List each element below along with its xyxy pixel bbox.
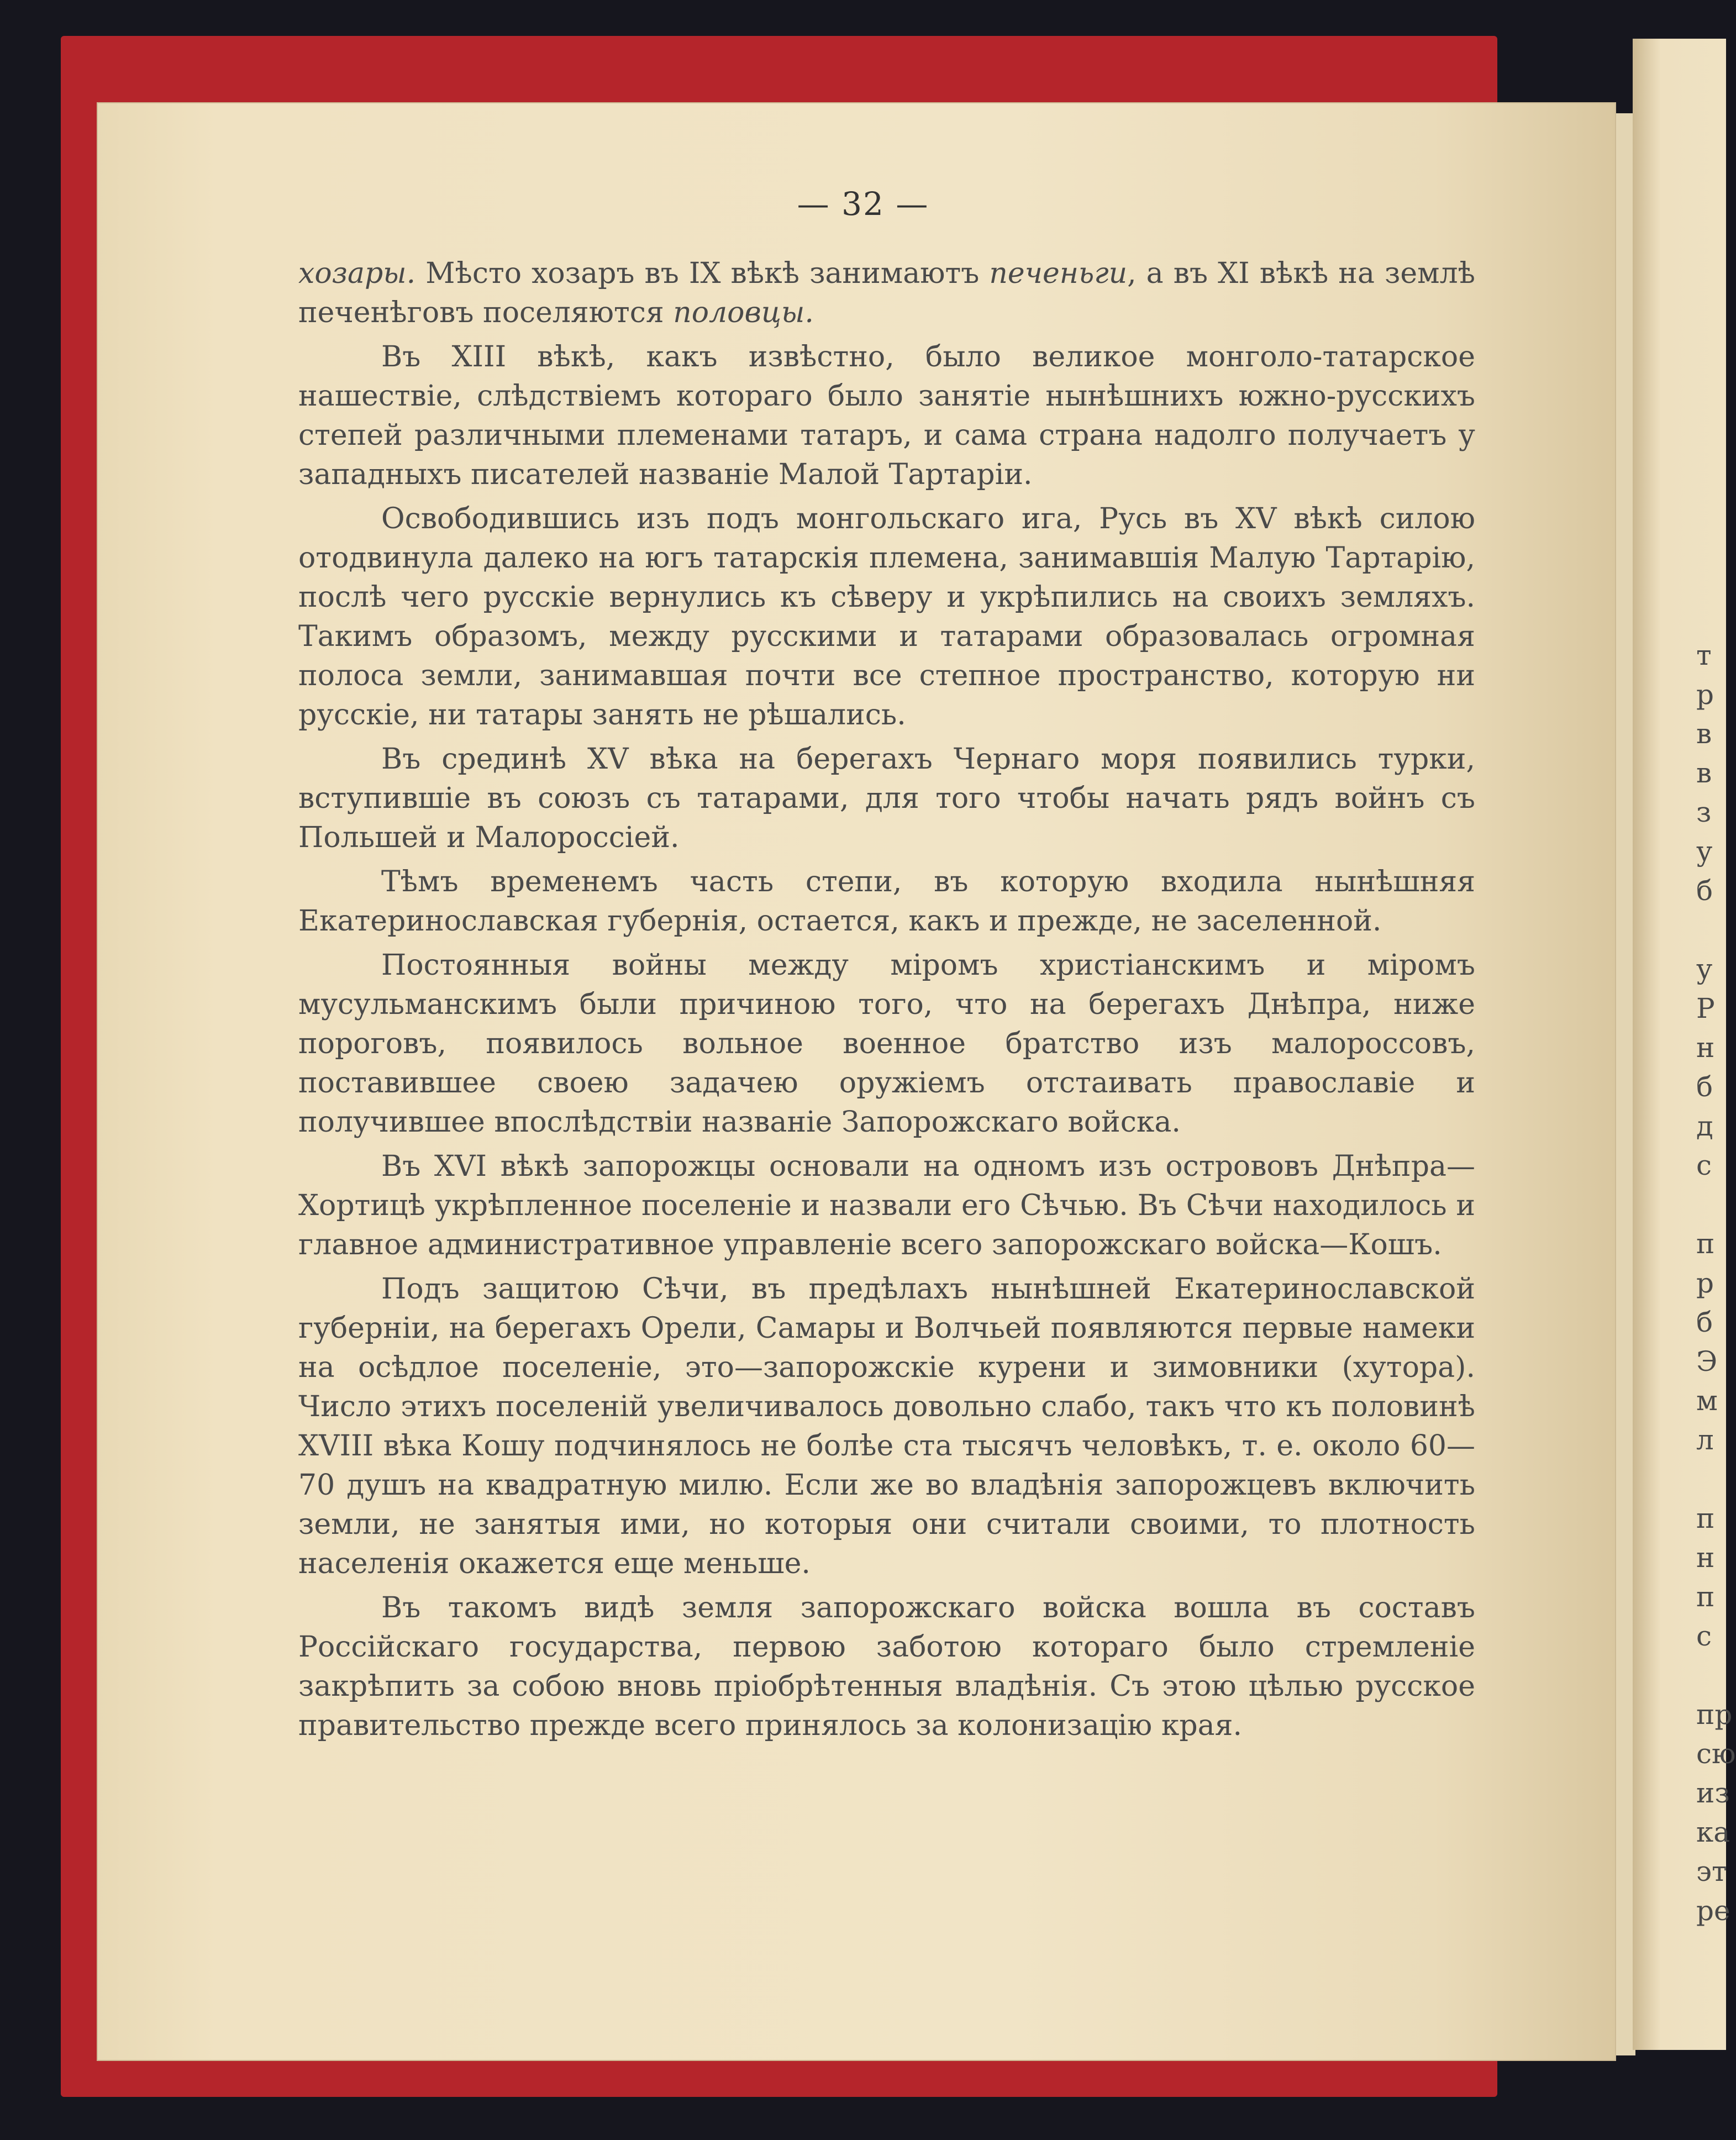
text-run: Мѣсто хозаръ въ IX вѣкѣ занимаютъ	[415, 257, 990, 290]
facing-page-fragment: б	[1696, 875, 1713, 907]
text-run: Освободившись изъ подъ монгольскаго ига, Русь въ XV вѣкѣ силою отодвинула далеко на югъ татарскія племена, занимавшія Малую Тартарію, послѣ чего русскіе вернулись къ сѣверу и укрѣпились на своихъ земляхъ. Такимъ образомъ, между русскими и татарами образовалась огромная полоса земли, занимавшая почти все степное пространство, которую ни русскіе, ни татары занять не рѣшались.	[298, 502, 1475, 732]
paragraph	[298, 499, 1475, 735]
facing-page-fragment: л	[1696, 1424, 1714, 1456]
facing-page-text-fragments	[1696, 597, 1736, 1931]
facing-page-fragment: б	[1696, 1071, 1713, 1103]
facing-page-fragment: м	[1696, 1385, 1718, 1417]
facing-page-fragment: у	[1696, 835, 1713, 867]
facing-page-fragment	[1696, 1185, 1726, 1224]
facing-page-fragment: у	[1696, 953, 1713, 985]
facing-page-fragment: ка	[1696, 1816, 1730, 1848]
text-run: Постоянныя войны между міромъ христіанскимъ и міромъ мусульманскимъ были причиною того, что на берегахъ Днѣпра, ниже пороговъ, появилось вольное военное братство изъ малороссовъ, поставившее своею задачею оружіемъ отстаивать православіе и получившее впослѣдствіи названіе Запорожскаго войска.	[298, 949, 1475, 1139]
paragraph	[298, 1589, 1475, 1745]
text-run: Въ такомъ видѣ земля запорожскаго войска вошла въ составъ Россійскаго государства, первою заботою котораго было стремленіе закрѣпить за собою вновь пріобрѣтенныя владѣнія. Съ этою цѣлью русское правительство прежде всего принялось за колонизацію края.	[298, 1591, 1475, 1742]
facing-page-fragment: п	[1696, 1228, 1715, 1260]
facing-page-fragment: б	[1696, 1306, 1713, 1338]
facing-page-fragment	[1696, 1656, 1726, 1695]
facing-page-fragment: з	[1696, 796, 1712, 828]
paragraph	[298, 254, 1475, 333]
facing-page-fragment: п	[1696, 1502, 1715, 1534]
paragraph	[298, 740, 1475, 858]
paragraph	[298, 1270, 1475, 1584]
text-run: Въ срединѣ XV вѣка на берегахъ Чернаго моря появились турки, вступившіе въ союзъ съ татарами, для того чтобы начать рядъ войнъ съ Польшей и Малороссіей.	[298, 743, 1475, 854]
text-run: Подъ защитою Сѣчи, въ предѣлахъ нынѣшней Екатеринославской губерніи, на берегахъ Орели, Самары и Волчьей появляются первые намеки на осѣдлое поселеніе, это—запорожскіе курени и зимовники (хутора). Число этихъ поселеній увеличивалось довольно слабо, такъ что къ половинѣ XVIII вѣка Кошу подчинялось не болѣе ста тысячъ человѣкъ, т. е. около 60—70 душъ на квадратную милю. Если же во владѣнія запорожцевъ включить земли, не занятыя ими, но которыя они считали своими, то плотность населенія окажется еще меньше.	[298, 1273, 1475, 1580]
text-run: Въ XIII вѣкѣ, какъ извѣстно, было великое монголо-татарское нашествіе, слѣдствіемъ котораго было занятіе нынѣшнихъ южно-русскихъ степей различными племенами татаръ, и сама страна надолго получаетъ у западныхъ писателей названіе Малой Тартаріи.	[298, 340, 1475, 491]
facing-page-fragment: Э	[1696, 1345, 1718, 1377]
text-run: , а въ XI вѣкѣ на землѣ печенѣговъ поселяются	[298, 257, 1475, 329]
facing-page-fragment	[1696, 911, 1726, 950]
paragraph	[298, 338, 1475, 495]
facing-page-fragment: т	[1696, 639, 1712, 671]
facing-page-fragment: н	[1696, 1032, 1715, 1064]
facing-page-fragment: р	[1696, 679, 1714, 711]
facing-page-fragment: пр	[1696, 1699, 1733, 1731]
text-run: Тѣмъ временемъ часть степи, въ которую входила нынѣшняя Екатеринославская губернія, остается, какъ и прежде, не заселенной.	[298, 865, 1475, 938]
paragraph	[298, 946, 1475, 1142]
facing-page-fragment: сю	[1696, 1738, 1736, 1770]
facing-page-fragment: Р	[1696, 992, 1715, 1024]
facing-page-fragment: в	[1696, 718, 1712, 750]
facing-page-fragment: из	[1696, 1777, 1730, 1809]
facing-page-fragment: д	[1696, 1110, 1713, 1142]
facing-page-fragment: п	[1696, 1581, 1715, 1613]
facing-page-fragment: с	[1696, 1149, 1712, 1181]
facing-page-fragment	[1696, 597, 1726, 636]
body-text	[298, 254, 1475, 1750]
page-number: — 32 —	[797, 185, 929, 223]
text-run: Въ XVI вѣкѣ запорожцы основали на одномъ изъ острововъ Днѣпра—Хортицѣ укрѣпленное поселеніе и назвали его Сѣчью. Въ Сѣчи находилось и главное административное управленіе всего запорожскаго войска—Кошъ.	[298, 1150, 1475, 1261]
facing-page-fragment	[1696, 1460, 1726, 1499]
paragraph	[298, 863, 1475, 941]
facing-page-fragment: н	[1696, 1542, 1715, 1574]
italic-term: хозары.	[298, 257, 416, 290]
facing-page-fragment: ре	[1696, 1895, 1730, 1927]
italic-term: печеньги	[989, 257, 1128, 290]
paragraph	[298, 1147, 1475, 1265]
facing-page-fragment: в	[1696, 757, 1712, 789]
facing-page-fragment: с	[1696, 1620, 1712, 1652]
facing-page-fragment: р	[1696, 1267, 1714, 1299]
facing-page-fragment: эт	[1696, 1855, 1727, 1887]
italic-term: половцы.	[673, 296, 814, 329]
